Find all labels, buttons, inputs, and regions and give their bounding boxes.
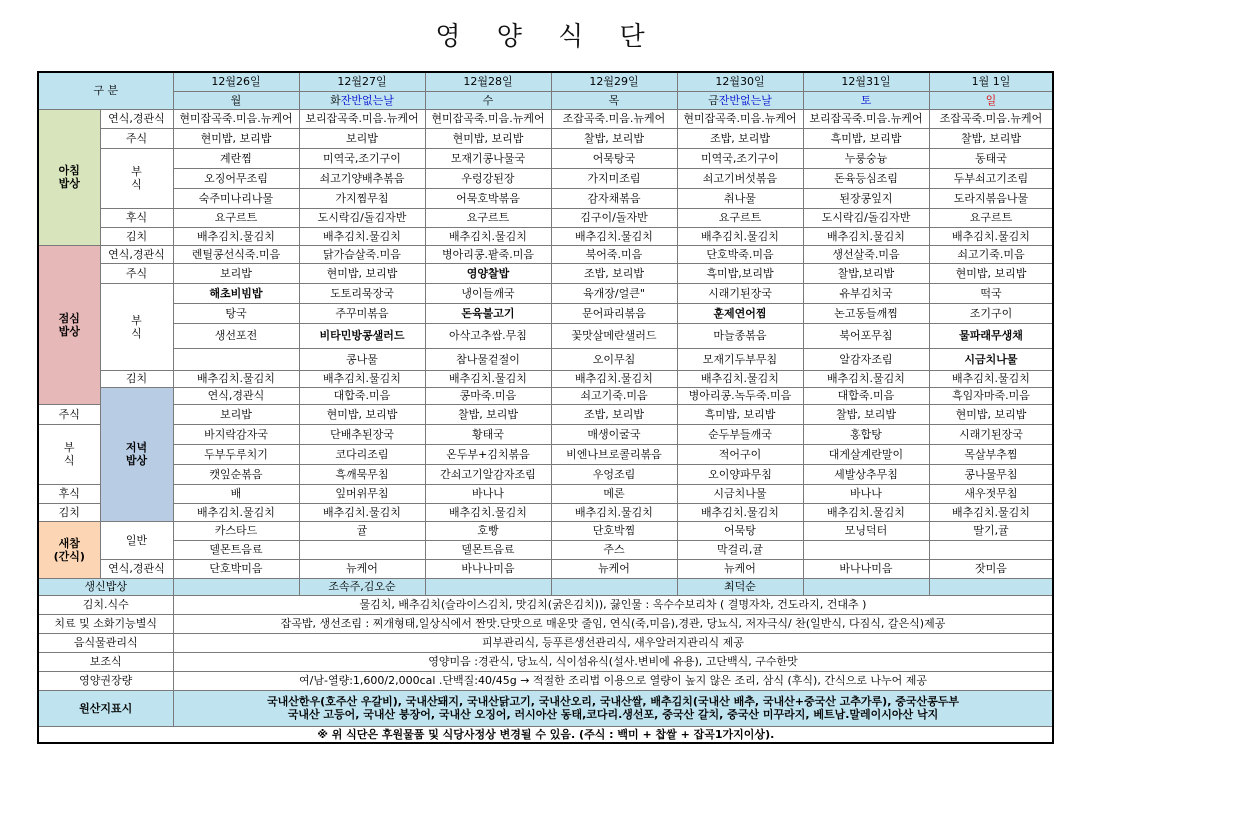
menu-cell: 아삭고추쌈.무침 [425, 323, 551, 348]
day-name: 금 [708, 93, 719, 107]
category-side-char: 식 [63, 454, 75, 467]
menu-cell: 미역국,조기구이 [677, 148, 803, 168]
menu-cell: 논고동들깨찜 [803, 303, 929, 323]
origin-line: 국내산 고등어, 국내산 붕장어, 국내산 오징어, 러시아산 동태,코다리.생선포, 중국산 갈치, 중국산 미꾸라지, 베트남.말레이시아산 낙지 [287, 708, 939, 721]
menu-cell: 찰밥, 보리밥 [929, 128, 1053, 148]
day-name: 토 [860, 93, 872, 107]
menu-cell: 적어구이 [677, 444, 803, 464]
menu-cell: 델몬트음료 [425, 540, 551, 559]
menu-cell: 호빵 [425, 521, 551, 540]
menu-cell: 뉴케어 [551, 559, 677, 578]
menu-cell: 북어죽.미음 [551, 245, 677, 263]
menu-cell: 배추김치.물김치 [803, 370, 929, 387]
origin-label: 원산지표시 [38, 690, 173, 726]
menu-cell: 새우젓무침 [929, 484, 1053, 503]
day-cell [803, 91, 929, 109]
menu-cell: 순두부들깨국 [677, 424, 803, 444]
menu-cell: 막걸리,귤 [677, 540, 803, 559]
menu-cell: 배추김치.물김치 [173, 503, 299, 521]
menu-cell: 떡국 [929, 283, 1053, 303]
menu-cell: 두부쇠고기조림 [929, 168, 1053, 188]
menu-cell: 현미밥, 보리밥 [299, 404, 425, 424]
info-text: 물김치, 배추김치(슬라이스김치, 맛김치(굵은김치)), 끓인물 : 옥수수보리차 ( 결명자차, 건도라지, 건대추 ) [173, 595, 1053, 614]
menu-cell: 배추김치.물김치 [551, 503, 677, 521]
category-side-char: 부 [131, 165, 142, 178]
menu-cell: 잎머위무침 [299, 484, 425, 503]
menu-cell: 계란찜 [173, 148, 299, 168]
menu-cell: 뉴케어 [299, 559, 425, 578]
menu-cell: 매생이굴국 [551, 424, 677, 444]
category-side [100, 283, 173, 370]
menu-cell: 온두부+김치볶음 [425, 444, 551, 464]
date-cell: 12월29일 [551, 72, 677, 91]
menu-cell: 단배추된장국 [299, 424, 425, 444]
menu-cell: 찰밥, 보리밥 [425, 404, 551, 424]
menu-cell: 생선살죽.미음 [803, 245, 929, 263]
category-side [100, 148, 173, 208]
info-label: 보조식 [38, 652, 173, 671]
origin-line: 국내산한우(호주산 우갈비), 국내산돼지, 국내산닭고기, 국내산오리, 국내산쌀, 배추김치(국내산 배추, 국내산+중국산 고추가루), 중국산콩두부 [267, 695, 959, 708]
menu-cell: 배추김치.물김치 [803, 227, 929, 245]
menu-cell: 모재기두부무침 [677, 348, 803, 370]
info-label: 영양권장량 [38, 671, 173, 690]
info-label: 치료 및 소화기능별식 [38, 614, 173, 633]
menu-cell: 돈육불고기 [425, 303, 551, 323]
menu-cell: 두부두루치기 [173, 444, 299, 464]
category-main: 주식 [38, 404, 100, 424]
birthday-cell [173, 578, 299, 595]
info-label: 김치.식수 [38, 595, 173, 614]
menu-cell: 단호박미음 [173, 559, 299, 578]
menu-cell: 간쇠고기알감자조림 [425, 464, 551, 484]
day-cell [299, 91, 425, 109]
menu-cell: 보리밥 [173, 263, 299, 283]
menu-cell: 누룽숭늉 [803, 148, 929, 168]
menu-cell: 대합죽.미음 [299, 387, 425, 404]
menu-table [37, 71, 1054, 744]
menu-cell: 찰밥, 보리밥 [803, 404, 929, 424]
menu-cell: 딸기,귤 [929, 521, 1053, 540]
info-text: 잡곡밥, 생선조림 : 찌개형태,일상식에서 짠맛.단맛으로 매운맛 줄임, 연식(죽,미음),경관, 당뇨식, 저자극식/ 찬(일반식, 다짐식, 갈은식)제공 [173, 614, 1053, 633]
menu-cell: 메론 [551, 484, 677, 503]
menu-cell: 배추김치.물김치 [929, 227, 1053, 245]
menu-cell: 잣미음 [929, 559, 1053, 578]
menu-cell: 병아리콩.녹두죽.미음 [677, 387, 803, 404]
menu-cell: 배추김치.물김치 [299, 370, 425, 387]
menu-cell: 배추김치.물김치 [677, 503, 803, 521]
category-main: 주식 [100, 128, 173, 148]
menu-cell: 도시락김/돌김자반 [803, 208, 929, 227]
menu-cell: 돈육등심조림 [803, 168, 929, 188]
menu-cell: 취나물 [677, 188, 803, 208]
menu-cell [299, 540, 425, 559]
category-kimchi: 김치 [38, 503, 100, 521]
menu-cell: 병아리콩.팥죽.미음 [425, 245, 551, 263]
page-title: 영 양 식 단 [435, 22, 659, 52]
day-name: 월 [230, 93, 242, 107]
menu-cell [803, 540, 929, 559]
menu-cell: 주꾸미볶음 [299, 303, 425, 323]
menu-cell: 배추김치.물김치 [425, 370, 551, 387]
category-dessert: 후식 [38, 484, 100, 503]
date-cell: 1월 1일 [929, 72, 1053, 91]
menu-cell: 시금치나물 [677, 484, 803, 503]
menu-cell: 귤 [299, 521, 425, 540]
day-name: 목 [608, 93, 620, 107]
menu-cell: 배 [173, 484, 299, 503]
menu-cell: 배추김치.물김치 [299, 503, 425, 521]
menu-cell: 흑미밥, 보리밥 [677, 404, 803, 424]
menu-cell: 영양찰밥 [425, 263, 551, 283]
section-label: 밥상 [125, 454, 148, 467]
menu-cell: 찰밥, 보리밥 [551, 128, 677, 148]
menu-cell: 배추김치.물김치 [551, 227, 677, 245]
menu-cell: 감자채볶음 [551, 188, 677, 208]
date-cell: 12월26일 [173, 72, 299, 91]
menu-cell: 해초비빔밥 [173, 283, 299, 303]
menu-cell: 조밥, 보리밥 [677, 128, 803, 148]
birthday-cell: 조속주,김오순 [299, 578, 425, 595]
info-text: 영양미음 :경관식, 당뇨식, 식이섬유식(설사.변비에 유용), 고단백식, 구수한맛 [173, 652, 1053, 671]
menu-cell: 닭가슴살죽.미음 [299, 245, 425, 263]
menu-cell: 현미잡곡죽.미음.뉴케어 [173, 109, 299, 128]
menu-cell: 단호박찜 [551, 521, 677, 540]
day-name: 화 [330, 93, 341, 107]
menu-cell: 배추김치.물김치 [425, 503, 551, 521]
origin-text [173, 690, 1053, 726]
menu-cell: 탕국 [173, 303, 299, 323]
menu-cell: 배추김치.물김치 [425, 227, 551, 245]
menu-cell: 도시락김/돌김자반 [299, 208, 425, 227]
menu-cell: 어묵탕국 [551, 148, 677, 168]
day-name: 일 [985, 93, 997, 107]
menu-cell: 우엉조림 [551, 464, 677, 484]
date-cell: 12월30일 [677, 72, 803, 91]
info-label: 음식물관리식 [38, 633, 173, 652]
menu-cell: 바나나미음 [803, 559, 929, 578]
menu-cell: 된장콩잎지 [803, 188, 929, 208]
section-dinner [100, 387, 173, 521]
birthday-cell [425, 578, 551, 595]
menu-cell: 바지락감자국 [173, 424, 299, 444]
menu-cell: 도라지볶음나물 [929, 188, 1053, 208]
menu-cell: 흑임자마죽.미음 [929, 387, 1053, 404]
menu-cell: 배추김치.물김치 [173, 370, 299, 387]
menu-cell: 동태국 [929, 148, 1053, 168]
menu-cell: 북어포무침 [803, 323, 929, 348]
category-soft: 연식,경관식 [100, 109, 173, 128]
menu-cell: 배추김치.물김치 [677, 227, 803, 245]
menu-cell: 마늘종볶음 [677, 323, 803, 348]
menu-cell: 주스 [551, 540, 677, 559]
section-label: 밥상 [58, 177, 80, 190]
category-soft: 연식,경관식 [100, 245, 173, 263]
section-lunch [38, 245, 100, 404]
menu-cell: 바나나 [803, 484, 929, 503]
day-cell [425, 91, 551, 109]
section-label: 저녁 [125, 441, 148, 454]
category-side-char: 부 [131, 313, 142, 327]
birthday-cell [551, 578, 677, 595]
menu-cell: 렌틸콩선식죽.미음 [173, 245, 299, 263]
menu-cell: 바나나미음 [425, 559, 551, 578]
category-side-char: 식 [131, 326, 142, 340]
menu-cell: 코다리조림 [299, 444, 425, 464]
menu-cell: 뉴케어 [677, 559, 803, 578]
menu-cell: 흑미밥, 보리밥 [803, 128, 929, 148]
menu-cell: 오징어무조림 [173, 168, 299, 188]
menu-cell: 배추김치.물김치 [677, 370, 803, 387]
menu-cell: 오이양파무침 [677, 464, 803, 484]
category-soft: 연식,경관식 [100, 559, 173, 578]
menu-cell: 현미잡곡죽.미음.뉴케어 [425, 109, 551, 128]
birthday-cell [803, 578, 929, 595]
category-kimchi: 김치 [100, 227, 173, 245]
menu-cell: 보리밥 [299, 128, 425, 148]
menu-cell: 오이무침 [551, 348, 677, 370]
birthday-cell: 최덕순 [677, 578, 803, 595]
menu-cell: 요구르트 [929, 208, 1053, 227]
section-label: 점심 [58, 311, 80, 325]
menu-cell: 쇠고기죽.미음 [929, 245, 1053, 263]
section-breakfast [38, 109, 100, 245]
birthday-cell [929, 578, 1053, 595]
menu-cell [173, 348, 299, 370]
header-gubun: 구 분 [38, 72, 173, 109]
category-dessert: 후식 [100, 208, 173, 227]
menu-cell: 조밥, 보리밥 [551, 263, 677, 283]
info-text: 여/남-열량:1,600/2,000cal .단백질:40/45g → 적절한 조리법 이용으로 열량이 높지 않은 조리, 삼식 (후식), 간식으로 나누어 제공 [173, 671, 1053, 690]
menu-cell: 쇠고기죽.미음 [551, 387, 677, 404]
day-note: 잔반없는날 [718, 93, 772, 107]
menu-cell: 쇠고기버섯볶음 [677, 168, 803, 188]
menu-cell: 배추김치.물김치 [929, 503, 1053, 521]
info-text: 피부관리식, 등푸른생선관리식, 새우알러지관리식 제공 [173, 633, 1053, 652]
menu-cell: 꽃맛살메란샐러드 [551, 323, 677, 348]
category-side [38, 424, 100, 484]
category-side-char: 식 [131, 178, 142, 191]
menu-cell: 참나물겉절이 [425, 348, 551, 370]
menu-cell: 목살부추찜 [929, 444, 1053, 464]
menu-cell: 콩나물무침 [929, 464, 1053, 484]
menu-cell: 홍합탕 [803, 424, 929, 444]
menu-cell: 유부김치국 [803, 283, 929, 303]
menu-cell: 시금치나물 [929, 348, 1053, 370]
menu-cell: 조잡곡죽.미음.뉴케어 [929, 109, 1053, 128]
menu-cell: 현미밥, 보리밥 [425, 128, 551, 148]
day-name: 수 [482, 93, 494, 107]
menu-cell: 비타민방콩샐러드 [299, 323, 425, 348]
menu-cell: 배추김치.물김치 [803, 503, 929, 521]
menu-cell: 어묵호박볶음 [425, 188, 551, 208]
menu-cell: 조잡곡죽.미음.뉴케어 [551, 109, 677, 128]
menu-cell: 캣잎순볶음 [173, 464, 299, 484]
menu-cell: 현미잡곡죽.미음.뉴케어 [677, 109, 803, 128]
menu-cell: 보리잡곡죽.미음.뉴케어 [299, 109, 425, 128]
menu-cell: 어묵탕 [677, 521, 803, 540]
menu-cell: 보리잡곡죽.미음.뉴케어 [803, 109, 929, 128]
menu-cell: 김구이/돌자반 [551, 208, 677, 227]
menu-cell: 요구르트 [173, 208, 299, 227]
menu-cell: 델몬트음료 [173, 540, 299, 559]
menu-cell: 흑깨묵무침 [299, 464, 425, 484]
section-label: 아침 [58, 164, 80, 177]
menu-cell: 보리밥 [173, 404, 299, 424]
menu-cell: 배추김치.물김치 [173, 227, 299, 245]
menu-cell: 흑미밥,보리밥 [677, 263, 803, 283]
menu-cell: 알감자조림 [803, 348, 929, 370]
menu-cell: 세발상추무침 [803, 464, 929, 484]
menu-cell: 도토리묵장국 [299, 283, 425, 303]
menu-cell: 배추김치.물김치 [551, 370, 677, 387]
menu-cell: 카스타드 [173, 521, 299, 540]
day-cell [677, 91, 803, 109]
menu-cell: 가지찜무침 [299, 188, 425, 208]
menu-cell: 콩나물 [299, 348, 425, 370]
menu-cell: 배추김치.물김치 [299, 227, 425, 245]
menu-cell: 모재기콩나물국 [425, 148, 551, 168]
menu-cell: 대게살계란말이 [803, 444, 929, 464]
day-cell [929, 91, 1053, 109]
menu-cell: 조밥, 보리밥 [551, 404, 677, 424]
date-cell: 12월28일 [425, 72, 551, 91]
menu-cell: 현미밥, 보리밥 [173, 128, 299, 148]
section-label: 새참 [58, 536, 80, 550]
menu-cell: 문어파리볶음 [551, 303, 677, 323]
menu-cell [929, 540, 1053, 559]
menu-cell: 조기구이 [929, 303, 1053, 323]
menu-cell: 바나나 [425, 484, 551, 503]
menu-cell: 콩마죽.미음 [425, 387, 551, 404]
menu-cell: 가지미조림 [551, 168, 677, 188]
section-label: 밥상 [58, 324, 80, 338]
date-cell: 12월31일 [803, 72, 929, 91]
menu-cell: 현미밥, 보리밥 [929, 404, 1053, 424]
menu-cell: 훈제연어찜 [677, 303, 803, 323]
menu-cell: 미역국,조기구이 [299, 148, 425, 168]
menu-cell: 육개장/얼큰" [551, 283, 677, 303]
menu-cell: 시래기된장국 [677, 283, 803, 303]
footnote: ※ 위 식단은 후원물품 및 식당사정상 변경될 수 있음. (주식 : 백미 + 찹쌀 + 잡곡1가지이상). [38, 726, 1053, 743]
menu-cell: 대합죽.미음 [803, 387, 929, 404]
category-kimchi: 김치 [100, 370, 173, 387]
menu-cell: 황태국 [425, 424, 551, 444]
category-soft: 연식,경관식 [173, 387, 299, 404]
category-side-char: 부 [63, 441, 75, 454]
section-label: (간식) [53, 549, 85, 563]
menu-cell: 현미밥, 보리밥 [929, 263, 1053, 283]
menu-cell: 모닝덕터 [803, 521, 929, 540]
menu-cell: 단호박죽.미음 [677, 245, 803, 263]
day-cell [551, 91, 677, 109]
menu-cell: 요구르트 [425, 208, 551, 227]
menu-cell: 숙주미나리나물 [173, 188, 299, 208]
menu-cell: 현미밥, 보리밥 [299, 263, 425, 283]
menu-cell: 우렁강된장 [425, 168, 551, 188]
menu-cell: 생선포전 [173, 323, 299, 348]
menu-cell: 비엔나브로콜리볶음 [551, 444, 677, 464]
category-general: 일반 [100, 521, 173, 559]
section-snack [38, 521, 100, 578]
menu-cell: 물파래무생채 [929, 323, 1053, 348]
menu-cell: 냉이들깨국 [425, 283, 551, 303]
menu-cell: 요구르트 [677, 208, 803, 227]
category-main: 주식 [100, 263, 173, 283]
birthday-label: 생신밥상 [38, 578, 173, 595]
day-cell [173, 91, 299, 109]
menu-cell: 찰밥,보리밥 [803, 263, 929, 283]
menu-cell: 쇠고기양배추볶음 [299, 168, 425, 188]
date-cell: 12월27일 [299, 72, 425, 91]
menu-cell: 배추김치.물김치 [929, 370, 1053, 387]
day-note: 잔반없는날 [340, 93, 394, 107]
menu-cell: 시래기된장국 [929, 424, 1053, 444]
